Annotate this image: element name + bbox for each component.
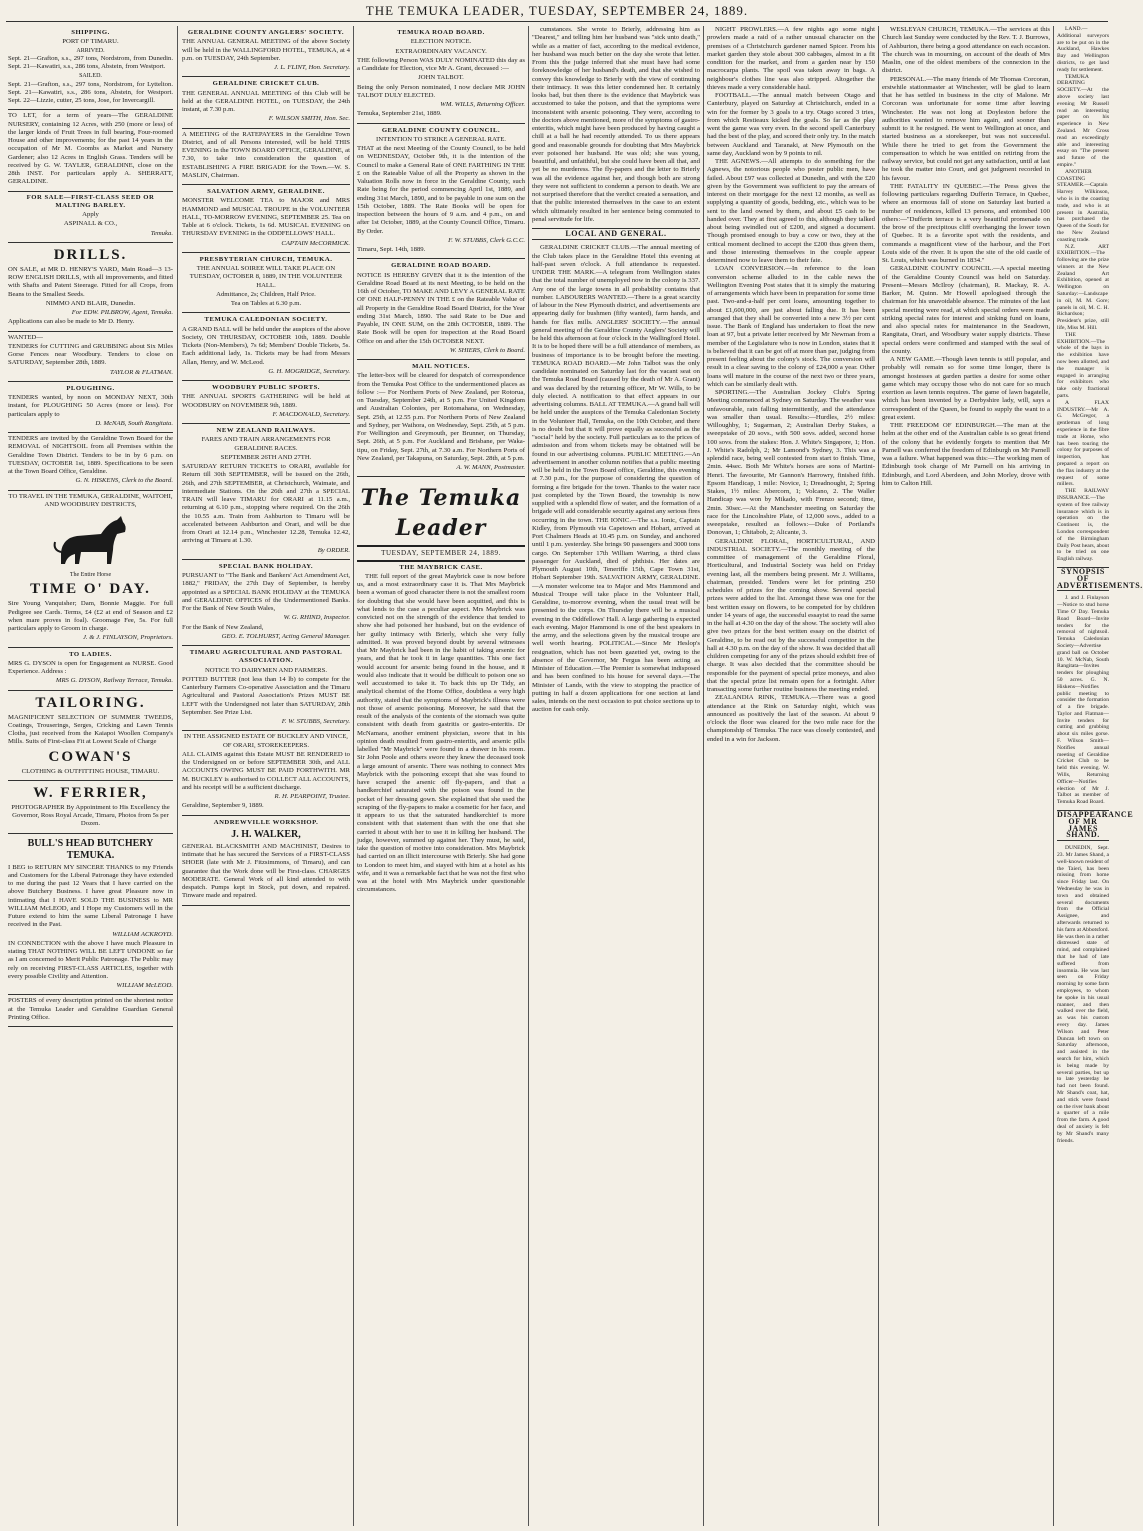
county-council-heading: GERALDINE COUNTY COUNCIL. [381, 126, 501, 134]
barley-name: ASPINALL & CO., [63, 220, 118, 228]
geraldine-road-text: NOTICE IS HEREBY GIVEN that it is the intention of the Geraldine Road Board at its next Meeting, to be held on the 16th of October, TO MAKE AND LEVY A GENERAL RATE OF ONE HALF-PENNY IN THE £ on the Rateable Value of all Property in the Geraldine Road Board District, for the Year ending 31st March, 1890. The said Rate to be Due and Payable, IN ONE SUM, on the 28th OCTOBER, 1889. The Rate Book will be open for inspection at the Road Board Office on and after the 15th OCTOBER NEXT. [357, 271, 525, 345]
wills-sign: WM. WILLS, Returning Officer. [440, 101, 525, 108]
time-o-day-sign: J. & J. FINLAYSON, Proprietors. [82, 634, 173, 642]
barley-ad [8, 192, 173, 243]
rate-heading: INTENTION TO STRIKE A GENERAL RATE. [376, 135, 506, 143]
walker-heading: J. H. WALKER, [231, 828, 301, 840]
loan-item: LOAN CONVERSION.—In reference to the loan conversion scheme alluded to in the cable news the Wellington Evening Post states that it is simply the maturing of arrangements which have been in preparation for some time past. Two-and-a-half per cent loans, amounting together to about £1,600,000, are just about falling due. It has been arranged that they shall be converted into a new 3½ per cent issue. The Bank of England has undertaken to float the new loan at 97, but a private letter received by Mr Newman from a member of the Legislature who is now in London, states that it is believed that it can be got off at more than par, judging from present feeling about the colony's stock. The conversion will result in a clear saving to the colony of £24,000 a year. Other loans will mature in the course of the next two or three years, which can be similarly dealt with. [707, 265, 875, 388]
shipping-section [8, 26, 173, 110]
dairy-heading: NOTICE TO DAIRYMEN AND FARMERS. [204, 666, 328, 674]
synopsis-heading: SYNOPSIS OF ADVERTISEMENTS. [1057, 566, 1143, 590]
salvation-text: MONSTER WELCOME TEA to MAJOR and MRS HAMMOND and MUSICAL TROUPE in the VOLUNTEER HALL, TO-MORROW EVENING, SEPTEMBER 25. Tea on Table at 6 o'clock. Tickets, 1s 6d. MUSICAL EVENING on THURSDAY EVENING in the ODDFELLOWS' HALL. [182, 197, 350, 238]
ploughing-heading: PLOUGHING. [66, 384, 115, 392]
column-7 [1055, 26, 1143, 1526]
freedom-item: THE FREEDOM OF EDINBURGH.—The man at the helm at the other end of the Australian cable is so great friend of the colony that he evidently forgets to mention that Mr Parnell was conferred the freedom of Edinburgh on Mr Parnell was a failure. What happened was this:—The working men of Edinburgh took charge of Mr Parnell on his arriving in Edinburgh, and Lord Aberdeen, and John Morley, drove with him to Calton Hill. [882, 422, 1050, 487]
fares-text: SATURDAY RETURN TICKETS to ORARI, available for Return till 30th SEPTEMBER, will be issued on the 26th, 26th, and 27th SEPTEMBER, at Christchurch, Waimate, and intermediate Stations. On the 26th and 27th a SPECIAL TRAIN will leave TIMARU for ORARI at 11.15 a.m., returning at 6.10 p.m., stopping where required. On the 26th the 10.55 a.m. Train from Ashburton to Timaru will be accelerated between Ashburton and Orari, and will be due from Orari at 12.14 p.m., Winchester 12.28, Temuka 12.42, arriving at Timaru at 1.30. [182, 463, 350, 545]
presbyterian-tea: Tea on Tables at 6.30 p.m. [230, 300, 302, 307]
land-item: LAND.—Additional surveyors are to be put on in the Auckland, Hawkes Bay and Wellington districts, to get land ready for settlement. [1057, 26, 1109, 73]
salvation-sign: CAPTAIN McCORMICK. [281, 239, 350, 247]
anglers-text: THE ANNUAL GENERAL MEETING of the above Society will be held in the WALLINGFORD HOTEL, TEMUKA, at 4 p.m. on TUESDAY, 24th September. [182, 38, 350, 62]
woodbury-sign: F. MACDONALD, Secretary. [272, 410, 350, 418]
zealandia-rink-item: ZEALANDIA RINK, TEMUKA.—There was a good attendance at the Rink on Saturday night, which was announced as positively the last of the season. At about 9 o'clock the floor was cleared for the two mile race for the championship of Temuka. The race was closely contested, and ended in a win for Jackson. [707, 694, 875, 743]
railway-insurance-item: THE RAILWAY INSURANCE.—The system of free railway insurance which is in operation on the Continent is, the London correspondent of the Birmingham Daily Post hears, about to be tried on one English railway. [1057, 488, 1109, 563]
port-heading: PORT OF TIMARU. [62, 38, 119, 46]
bank-sign-2: GEO. E. TOLHURST, Acting General Manager. [221, 632, 350, 640]
cowans-sub: CLOTHING & OUTFITTING HOUSE, TIMARU. [21, 767, 160, 775]
rate-sign: F. W. STUBBS, Clerk G.C.C. [448, 236, 525, 244]
ploughing-ad [8, 382, 173, 433]
gorse-heading: WANTED— [8, 333, 43, 341]
masthead-rule [6, 21, 1108, 22]
column-rule [353, 26, 354, 1526]
quebec-item: THE FATALITY IN QUEBEC.—The Press gives the following particulars regarding Dufferin Terrace, in Quebec, where an enormous fall of stone on Saturday last buried a number of residences, killed 13 persons, and entombed 100 others:—"Dufferin terrace is a very beautiful promenade on the brow of the precipitous cliff overhanging the lower town of Quebec. It is a favorite spot with the residents, and commands a magnificent view of the harbour, and the Fort Louis side of the river. It is upon the site of the old castle of St. Louis, which was burned in 1834." [882, 182, 1050, 264]
cricket-sign: F. WILSON SMITH, Hon. Sec. [268, 115, 350, 123]
column-4 [530, 26, 702, 1526]
ladies-ad [8, 648, 173, 691]
column-rule [528, 26, 529, 1526]
column-rule [177, 26, 178, 1526]
county-rate-ad [357, 124, 525, 260]
agnews-item: THE AGNEWS.—All attempts to do something for the Agnews, the notorious people who poster public men, have failed. About £97 was collected at Dunedin, and with the £20 given by the Government was sufficient to pay the arrears of interest on their mortgage for the next 12 months, as well as supplying a quantity of goods, bedding, etc., which was to be sent to the land owned by them, and about £5 cash to be handed over. They at first agreed to this, although they talked about being swindled out of £200, and signed a document. Though promised enough to buy a cow or two, they at the critical moment declined to accept the £200 thus given them, and those interesting themselves in the couple appear determined now to leave them to their fate. [707, 158, 875, 264]
barley-apply: Apply [82, 211, 99, 218]
estate-ad [182, 731, 350, 815]
geraldine-road-sign: W. SHIERS, Clerk to Board. [449, 346, 525, 354]
ferrier-ad [8, 781, 173, 834]
travel-text: TO TRAVEL IN THE TEMUKA, GERALDINE, WAITOHI, AND WOODBURY DISTRICTS, [8, 492, 173, 508]
election-heading: ELECTION NOTICE. [410, 38, 472, 46]
wills-date: Temuka, September 21st, 1889. [357, 110, 442, 118]
bank-heading: SPECIAL BANK HOLIDAY. [218, 562, 314, 570]
railways-ad [182, 424, 350, 560]
estate-text: ALL CLAIMS against this Estate MUST BE RENDERED to the Undersigned on or before SEPTEMBER 30th, and ALL ACCOUNTS OWING MUST BE PAID FORTHWITH. MR M. BUCKLEY is authorised to COLLECT ALL ACCOUNTS, and his receipt will be a sufficient discharge. [182, 750, 350, 791]
column-rule [1053, 26, 1054, 1526]
cricket-text: THE GENERAL ANNUAL MEETING of this Club will be held at the GERALDINE HOTEL, on TUESDAY, the 24th instant, at 7.30 p.m. [182, 89, 350, 113]
gorse-sign: TAYLOR & FLATMAN. [110, 368, 173, 376]
tailoring-text: MAGNIFICENT SELECTION OF SUMMER TWEEDS, Coatings, Trouserings, Serges, Cricking and Lawn Tennis Cloths, just received from the Kaiapoi Woollen Company's Mills. Suits of First-class Fit at Lowest Scale of Charge [8, 713, 173, 746]
salvation-heading: SALVATION ARMY, GERALDINE. [207, 188, 325, 195]
ladies-heading: TO LADIES. [69, 650, 112, 658]
dairy-sign: F. W. STUBBS, Secretary. [281, 718, 350, 725]
mail-notices [357, 360, 525, 477]
debating-item: TEMUKA DEBATING SOCIETY.—At the above society last evening Mr Russell read an interesting paper on his experience in New Zealand. Mr Cross read an exceedingly able and interesting essay on "The present and future of the empire." [1057, 73, 1109, 168]
butchery-text: I BEG to RETURN MY SINCERE THANKS to my Friends and Customers for the Liberal Patronage they have extended to me during the past 12 Years that I have carried on the above Butchery Business. I have great Pleasure now in intimating that I HAVE SOLD THE BUSINESS to MR WILLIAM McLEOD, and I Hope my Customers will in the Future extend to him the same Liberal Patronage I have received in the Past. [8, 863, 173, 929]
drills-foot: Applications can also be made to Mr D. Henry. [8, 318, 135, 326]
caledonian-sign: G. H. MOGRIDGE, Secretary. [268, 367, 350, 375]
column-1 [6, 26, 175, 1526]
nameplate-rule [357, 545, 525, 547]
vacancy-heading: EXTRAORDINARY VACANCY. [395, 47, 487, 55]
sailed-list: Sept. 21—Grafton, s.s., 297 tons, Nordstrom, for Lyttelton. Sept. 21—Kawatiri, s.s., 286 tons, Abstein, for Westport. Sept. 22—Lizzie, cutter, 25 tons, Jose, for Invercargill. [8, 80, 173, 104]
posters-ad [8, 995, 173, 1027]
fares-heading: FARES AND TRAIN ARRANGEMENTS FOR GERALDINE RACES. [201, 436, 331, 452]
gorse-text: TENDERS for CUTTING and GRUBBING about Six Miles Gorse Fences near Woodbury. Tenders to close on SATURDAY, September 28th, 1889. [8, 342, 173, 367]
mail-text: The letter-box will be cleared for despatch of correspondence from the Temuka Post Office to the undermentioned places as follow :— For Northern Ports of New Zealand, per Rotorua, on Tuesday, September 24th, at 5 p.m. For United Kingdom and Australian Colonies, per Rotomahana, on Wednesday, Sept. 25th, at 12.55 p.m. For Northern Ports of New Zealand and Sydney, per Waihora, on Wednesday, Sept. 25th, at 5 p.m. For Wellington and Greymouth, per Brunner, on Thursday, Sept. 26th, at 5 p.m. For Auckland and Brisbane, per Waka-tipu, on Friday, Sept. 27th, at 7.30 a.m. For Northern Ports of New Zealand, per Takapuna, on Saturday, Sept. 28th, at 5 p.m. [357, 372, 525, 462]
masthead: THE TEMUKA LEADER, TUESDAY, SEPTEMBER 24, 1889. [365, 3, 749, 18]
time-o-day-text: Sire Young Vanquisher; Dam, Bonnie Maggie. For full Pedigree see Cards. Terms, £4 (£2 at end of Season and £2 when mare proves in foal). Groomage Fee, 5s. For full particulars apply to Groom in charge. [8, 600, 173, 632]
maybrick-article: THE full report of the great Maybrick case is now before us, and a most extraordinary case it is. That Mrs Maybrick been a woman of good character there is not the smallest room for doubting that she would have been acquitted, and this is what lends to the case a peculiar aspect. Mrs Maybrick was convicted not on the strength of the evidence that tended to show she had poisoned her husband, but on the evidence of her guilty intimacy with Brierly, which she very fully admitted. It was proved beyond doubt by several witnesses that Mr Maybrick had been in the habit of taking arsenic for years, and that he took it in large quantities. This one fact would account for arsenic being found in the house, and it would also indicate that it would be difficult to poison one so well accustomed to take it. To back this up Dr Tidy, an analytical chemist of the Home Office, doubtless a very high authority, stated that the symptoms of Maybrick's illness were not those of arsenic poisoning. Moreover, he said that the result of the analysis of the contents of the stomach was quite consistent with death from gastritis or gastro-enteritis. Dr McNamara, another eminent physician, swore that in his opinion death resulted from gastro-enteritis, and arsenic pills labelled "Mr Maybrick" were found in a drawer in his room. Sir John Poole and others swore they knew the deceased took a large amount of arsenic. There was nothing to connect Mrs Maybrick with the poisoning except that she was found to have scraped the arsenic off fly-papers, and that a handkerchief saturated with the poison was found in the pocket of her dressing gown. She explained that she used the scraping of the fly-papers to make a cosmetic for her face, and it appears to us that the saturated handkerchief is more consistent with that statement than with the one that she carried it about with her to use it in killing her husband. The judge, however, summed up against her. They must, he said, take the question of motive into consideration. Mrs Maybrick had carried on an illicit intercourse with Brierly. She had gone to London to meet him, and stayed with him at a hotel as his wife, and it was a remarkable fact that he was not the first who was at the hotel with Mrs Maybrick under questionable circumstances. [357, 572, 525, 894]
horse-caption: The Entire Horse [69, 572, 112, 578]
walker-text: GENERAL BLACKSMITH AND MACHINIST, Desires to intimate that he has secured the Services of a FIRST-CLASS SHOER (late with Mr J. Fitzsimmons, of Timaru), and can guarantee that the Work done will be First-class. CHARGES MODERATE. General Work of all kind attended to with despatch. Pumps kept in Stock, put down, and repaired. Tinware made and repaired. [182, 842, 350, 900]
shipping-heading: SHIPPING. [71, 29, 110, 36]
synopsis-text: J. and J. Finlayson—Notice to stud horse Time O' Day. Temuka Road Board—Invite tenders for the removal of nightsoil. Temuka Caledonian Society—Advertise grand ball on October 10. W. McNab, South Rangitata—Invites tenders for ploughing 50 acres. G. N. Hiskens—Notifies public meeting to consider the formation of a fire brigade. Taylor and Flatman—Invite tenders for cutting and grubbing about six miles gorse. F. Wilson Smith—Notifies annual meeting of Geraldine Cricket Club to be held this evening. W. Wills, Returning Officer—Notifies election of Mr J. Talbot as member of Temuka Road Board. [1057, 595, 1109, 806]
anglers-sign: J. L. FLINT, Hon. Secretary. [274, 64, 350, 71]
art-exhibition-item: N.Z. ART EXHIBITION.—The following are the prize winners at the New Zealand Art Exhibition, opened at Wellington on Saturday:—Landscape in oil, M. M. Gore; panels in oil, M. C. H. Richardson; President's prize, still life, Miss M. Hill. [1057, 243, 1109, 332]
arrived-list: Sept. 21—Grafton, s.s., 297 tons, Nordstrom, from Dunedin. Sept. 21—Kawatiri, s.s., 286 tons, Abstein, from Westport. [8, 54, 173, 70]
column-2 [180, 26, 352, 1526]
vacancy-text: THE following Person WAS DULY NOMINATED this day as a Candidate for Election, vice Mr A. Grant, deceased :— [357, 56, 525, 72]
talbot-name: JOHN TALBOT. [418, 74, 464, 82]
column-3 [355, 26, 527, 1526]
drills-ad [8, 243, 173, 332]
timaru-ag-heading: TIMARU AGRICULTURAL AND PASTORAL ASSOCIATION. [189, 649, 343, 665]
arrived-heading: ARRIVED. [76, 47, 105, 54]
fares-dates: SEPTEMBER 26TH AND 27TH. [220, 453, 312, 461]
nightsoil-text: TENDERS are invited by the Geraldine Town Board for the REMOVAL of NIGHTSOIL from all Premises within the Geraldine Town District. Tenders to be in by 6 p.m. on TUESDAY, OCTOBER 1st, 1889. Specifications to be seen at the Town Board Office, Geraldine. [8, 435, 173, 475]
wesleyan-item: WESLEYAN CHURCH, TEMUKA.—The services at this Church last Sunday were conducted by the Rev. T. J. Burrows, of Ashburton, there being a good attendance on each occasion. The church was in mourning, on account of the death of Mrs Maslin, one of the oldest members of the connexion in the district. [882, 26, 1050, 75]
butchery-sign: WILLIAM ACKROYD. [112, 930, 173, 938]
presbyterian-text: THE ANNUAL SOIREE WILL TAKE PLACE ON TUESDAY, OCTOBER 8, 1889, IN THE VOLUNTEER HALL. [189, 265, 343, 289]
bank-sign-1: W. G. RHIND, Inspector. [283, 614, 350, 622]
maybrick-continued: cumstances. She wrote to Brierly, addressing him as "Dearest," and telling him her husband was "sick unto death," while as a matter of fact, according to the medical evidence, her husband was much better on the day she wrote that letter. From this the judge inferred that she must have had some foreknowledge of her husband's death, and that she wished to convey this knowledge to Brierly with the view of continuing their intimacy. It was this letter condemned her. It certainly looks bad, but then there is the evidence that Maybrick was accustomed to take the poison, and that the symptoms were inconsistent with arsenic poisoning. They were, according to the doctors above mentioned, more of the symptoms of gastro-enteritis, which might have been produced by having caught a chill at a ball he had recently attended. To us there appears good and reasonable grounds for doubting that Mrs Maybrick ever poisoned her husband. He was old; she was young, beautiful, and unfaithful, but she could have been all that, and yet be no murderess. The fly-papers and the letter to Brierly was all the evidence against her, and though both are strong they were not sufficient to condemn a person to death. We are not surprised therefore that the verdict created a sensation, and that the public interested themselves in the case to an extent which ultimately resulted in her sentence being commuted to penal servitude for life. [532, 26, 700, 223]
anglers-heading: GERALDINE COUNTY ANGLERS' SOCIETY. [187, 29, 345, 36]
railways-heading: NEW ZEALAND RAILWAYS. [216, 427, 316, 434]
connection-text: IN CONNECTION with the above I have much Pleasure in stating THAT NOTHING WILL BE LEFT UNDONE so far as I am concerned to Merit Public Patronage. The Public may rely on receiving FIRST-CLASS ARTICLES, together with every possible Civility and Attention. [8, 939, 173, 980]
barley-place: Temuka. [150, 229, 173, 237]
ratepayers-ad [182, 129, 350, 186]
column-5 [705, 26, 877, 1526]
ratepayers-text: A MEETING of the RATEPAYERS in the Geraldine Town District, and of all Persons interested, will be held THIS EVENING in the TOWN BOARD OFFICE, GERALDINE, at 7.30, to take into consideration the question of ESTABLISHING A FIRE BRIGADE for the Town.—W. S. MASLIN, Chairman. [182, 130, 350, 179]
cowans-heading: COWAN'S [48, 748, 133, 765]
time-o-day-heading: TIME O' DAY. [30, 581, 151, 598]
stud-horse-ad [8, 491, 173, 648]
bank-text: PURSUANT to "The Bank and Bankers' Act Amendment Act, 1882," FRIDAY, the 27th Day of September, is hereby appointed as a SPECIAL BANK HOLIDAY at the TEMUKA and GERALDINE OFFICES of the Undermentioned Banks. For the Bank of New South Wales, [182, 572, 350, 612]
salvation-ad [182, 185, 350, 253]
nightsoil-sign: G. N. HISKENS, Clerk to the Board. [75, 477, 173, 485]
woodbury-ad [182, 381, 350, 424]
mail-sign: A. W. MANN, Postmaster. [456, 464, 525, 471]
drills-heading: DRILLS. [53, 246, 128, 263]
local-general-heading: LOCAL AND GENERAL. [532, 228, 700, 240]
tailoring-ad [8, 691, 173, 781]
drills-name: NIMMO AND BLAIR, Dunedin. [45, 299, 136, 307]
cricket-ad [182, 77, 350, 128]
presbyterian-heading: PRESBYTERIAN CHURCH, TEMUKA. [199, 255, 333, 263]
estate-sign: R. H. PEARPOINT, Trustee. [274, 793, 350, 800]
geraldine-road-heading: GERALDINE ROAD BOARD. [391, 262, 491, 270]
woodbury-text: THE ANNUAL SPORTS GATHERING will be held at WOODBURY on NOVEMBER 9th, 1889. [182, 393, 350, 409]
presbyterian-ad [182, 253, 350, 314]
dairy-text: POTTED BUTTER (not less than 14 lb) to compete for the Canterbury Farmers Co-operative Association and the Timaru Agricultural and Pastoral Association's Prizes MUST BE LEFT with the Undersigned not later than SATURDAY, 28th September. See Prize List. [182, 675, 350, 716]
coasting-item: ANOTHER COASTING STEAMER.—Captain Harvey Wilkinson, who is in the coasting trade, and who is at present in Australia, has purchased the Queen of the South for the New Zealand coasting trade. [1057, 168, 1109, 243]
ferrier-heading: W. FERRIER, [33, 784, 148, 801]
butchery-ad [8, 834, 173, 996]
nameplate-rule [357, 560, 525, 562]
woodbury-heading: WOODBURY PUBLIC SPORTS. [212, 384, 320, 391]
county-council-item: GERALDINE COUNTY COUNCIL.—A special meeting of the Geraldine County Council was held on Saturday. Present—Messrs McIlroy (chairman), R. Mackay, R. A. Barker, M. Quinn. Mr Howell apologised through the chairman for his unavoidable absence. The minutes of the last special meeting were read, at which special orders were made striking special rates for interest and sinking fund on loans, and also special rates for maintenance in the Seadown, Rangitata, Orari, and Woodbury water supply districts. These special orders were confirmed and stamped with the seal of the county. [882, 265, 1050, 355]
talbot-text: Being the only Person nominated, I now declare MR JOHN TALBOT DULY ELECTED. [357, 83, 525, 99]
connection-sign: WILLIAM McLEOD. [116, 982, 173, 989]
nameplate: The Temuka Leader [360, 485, 522, 542]
drills-text: ON SALE, at MR D. HENRY'S YARD, Main Road—3 13-ROW ENGLISH DRILLS, with all improvements, and fitted with Shafts and Patent Steerage. Fitted for all Crops, from Beans to the Smallest Seeds. [8, 265, 173, 298]
ladies-sign: MRS G. DYSON, Railway Terrace, Temuka. [55, 677, 173, 685]
nursery-ad [8, 110, 173, 191]
cricket-heading: GERALDINE CRICKET CLUB. [212, 80, 320, 88]
geraldine-road-ad [357, 259, 525, 360]
butchery-heading: BULL'S HEAD BUTCHERY TEMUKA. [27, 837, 154, 861]
bank-nz: For the Bank of New Zealand, [182, 623, 264, 631]
sailed-heading: SAILED. [79, 73, 102, 80]
rate-text: THAT at the next Meeting of the County Council, to be held on WEDNESDAY, October 9th, it is the intention of the Council to make a General Rate of ONE FARTHING IN THE £ on the Rateable Value of all the Property as shown in the Valuation Rolls now in force in the Geraldine County, such Rate being for the period commencing April 1st, 1889, and ending 31st March, 1890, and to be payable in one sum on the 15th October, 1889. The Rate Books will be open for inspection between the hours of 9 a.m. and 4 p.m., on and after 1st October, 1889, at the County Council Office, Timaru. By Order. [357, 145, 525, 235]
ploughing-text: TENDERS wanted, by noon on MONDAY NEXT, 30th instant, for PLOUGHING 50 Acres (more or less). For particulars apply to [8, 394, 173, 418]
estate-date: Geraldine, September 9, 1889. [182, 802, 264, 810]
disappearance-heading: DISAPPEARANCE OF MR JAMES SHAND. [1057, 810, 1134, 840]
caledonian-text: A GRAND BALL will be held under the auspices of the above Society, ON THURSDAY, OCTOBER 10th, 1889. Double Tickets (Non-Members), 7s 6d; Members' Double Tickets, 5s. Each additional lady, 1s. Tickets may be had from Messrs Allan, Henry, and W. McLeod. [182, 325, 350, 366]
sporting-item: SPORTING.—The Australian Jockey Club's Spring Meeting commenced at Sydney on Saturday. The weather was unfavourable, rain falling intermittently, and the attendance was smaller than usual. Results:—Hurdles, 2½ miles: Willoughby, 1; Sugarman, 2; Australian Derby Stakes, a sweepstake of 20 sovs., with 500 sovs. added, second horse 100 sovs. from the stakes: Hon. J. White's Singapore, 1; Hon. J. White's Radolph, 2; Mr Lamond's Sydney, 3. This was a splendid race, being well contested from start to finish. Time, 2min. 44sec. Both Mr White's horses are sons of Martini-Henri. The favourite, Mr Gannon's Harrowry, finished fifth. Epsom Handicap, 1 mile: Novice, 1; Dreadnought, 2; Spring Stakes, 1½ miles: Abercorn, 1; Volcano, 2. The Waller Handicap was won by Mikado, with Frenzo second; time, 2min. 30sec.—At the Manchester meeting on Saturday the race for the Lincolnshire Plate, of 12,000 sovs., added to a sweepstake, resulted as follows:—Duke of Portland's Donovan, 1; Chitabob, 2; Alicante, 3. [707, 389, 875, 537]
caledonian-heading: TEMUKA CALEDONIAN SOCIETY. [204, 316, 328, 324]
disappearance-text: DUNEDIN, Sept. 23. Mr James Shand, a well-known resident of the Taieri, has been missing from home since Friday last. On Wednesday he was in town and obtained several documents from the Official Assignee, and afterwards returned to his farm at Abbotsford. He was then in a rather distressed state of mind, and complained that he had of late suffered from insomnia. He was last seen on Friday morning by some farm employees, to whom he spoke in his usual manner, and then walked over the field, as was his custom every day. James Wilson and Peter Duncan left town on Saturday afternoon, and assisted in the search for him, which is being made by several parties, but up to late yesterday he had not been found. Mr Shand's coat, hat, and stick were found on the river bank about a quarter of a mile from the farm. A good deal of anxiety is felt by Mr Shand's many friends. [1057, 845, 1109, 1144]
presbyterian-admit: Admittance, 2s; Children, Half Price. [216, 290, 316, 298]
column-6 [880, 26, 1052, 1526]
caledonian-ad [182, 313, 350, 381]
anglers-ad [182, 26, 350, 77]
road-board-election-ad [357, 26, 525, 124]
andrewville-heading: ANDREWVILLE WORKSHOP. [213, 818, 319, 826]
nursery-text: TO LET, for a term of years—The GERALDINE NURSERY, containing 12 Acres, with 250 (more or less) of the larger kinds of Fruit Trees in full bearing, Four-roomed House and other improvements; for the past 14 years in the occupation of Mr M. Coombs as Market and Nursery Gardener; also 12 Acres in English Grass. Tenders will be received by G. W. TAYLER, GERALDINE, close on the 28th INST. For particulars apply A. SHERRATT, GERALDINE. [8, 112, 173, 186]
fares-sign: By ORDER. [317, 546, 350, 554]
flax-item: A FLAX INDUSTRY.—Mr A. G. McGregor, a gentleman of long experience in the fibre trade at Home, who has been touring the colony for purposes of inspection, has prepared a report on the flax industry at the request of some millers. [1057, 399, 1109, 488]
new-game-item: A NEW GAME.—Though lawn tennis is still popular, and probably will remain so for some time longer, there is amongst hostesses at garden parties a desire for some other game which may occupy those who do not care for so much exertion as lawn tennis requires. The game of lawn bagatelle, which has been invented by a Derbyshire lady, will, says a correspondent of the Queen, be found to supply the want to a great extent. [882, 356, 1050, 421]
column-rule [703, 26, 704, 1526]
horse-icon [51, 512, 131, 568]
personal-item: PERSONAL.—The many friends of Mr Thomas Corcoran, erstwhile stationmaster at Winchester, will be glad to learn that he has settled in business in the city of Malone. Mr Corcoran was unfortunate for some time after leaving Winchester. He was not long at Doyleston before the authorities wanted to remove him again, and sooner than submit to it he resigned. He went to Wellington at once, and started business as a storekeeper, but was not successful. While there he tried to get from the Government the compensation to which he was entitled on retiring from the railway service, but could not get any satisfaction, until at last he took the matter into Court, and got judgment recorded in his favour. [882, 75, 1050, 182]
estate-heading: IN THE ASSIGNED ESTATE OF BUCKLEY AND VINCE, OF ORARI, STOREKEEPERS. [184, 733, 348, 749]
exhibition-item: THE EXHIBITION.—The whole of the bays in the exhibition have now been allotted, and the manager is engaged in arranging for exhibitors who take only fractional parts. [1057, 331, 1109, 400]
drills-agent: For EDW. PILBROW, Agent, Temuka. [71, 309, 173, 316]
nameplate-date: TUESDAY, SEPTEMBER 24, 1889. [381, 549, 501, 558]
nightsoil-ad [8, 433, 173, 491]
mail-heading: MAIL NOTICES. [412, 363, 470, 370]
road-board-heading: TEMUKA ROAD BOARD. [397, 29, 485, 36]
barley-text: FOR SALE—FIRST-CLASS SEED OR MALTING BARLEY. [26, 193, 155, 209]
floral-society-item: GERALDINE FLORAL, HORTICULTURAL, AND INDUSTRIAL SOCIETY.—The monthly meeting of the committee of management of the Geraldine Floral, Horticultural, and Industrial Society was held on Friday evening last, all the members being present. Mr J. Williams, chairman, presided. Tenders were let for printing 250 schedules of prizes for the coming show. Several special prizes were added to the list. Amongst these was one for the best written essay on flowers, to be competed for by children under 14 years of age, the successful essayist to read the same in the hall at 4.30 on the day of the show. The society will also give two prizes for the best written essay on the district of Geraldine, to be read out by the successful competitor in the hall at 4.30 p.m. on the day of the show. It was decided that all children competing for any of the prizes should exhibit free of charge. It was also decided that the committee should be responsible for the payment of special prize moneys, and also that the special prize list remain open for a fortnight. After transacting some further routine business the meeting ended. [707, 537, 875, 693]
posters-text: POSTERS of every description printed on the shortest notice at the Temuka Leader and Geraldine Guardian General Printing Office. [8, 997, 173, 1021]
local-general-text: GERALDINE CRICKET CLUB.—The annual meeting of the Club takes place in the Geraldine Hotel this evening at half-past seven o'clock. A full attendance is requested. UNDER THE MARK.—A telegram from Wellington states that the total number of unemployed now in the colony is 337. Any one of the large towns in all probability contains that number. LABOURERS WANTED.—There is a great scarcity of labour in the New Plymouth district, and advertisements are appearing daily for bushmen (fifty wanted), farm hands, and hands for flax mills. ANGLERS' SOCIETY.—The annual general meeting of the Geraldine County Anglers' Society will be held this afternoon at four o'clock in the Wallingford Hotel. It is to be hoped there will be a full attendance of members, as business of importance is to be brought before the meeting. TEMUKA ROAD BOARD.—Mr John Talbot was the only candidate nominated on Saturday last for the vacant seat on the Temuka Road Board (caused by the death of Mr A. Grant) and was declared by the returning officer, Mr W. Wills, to be duly elected. A notification to that effect appears in our advertising columns. BALL AT TEMUKA.—A grand ball will be held under the auspices of the Temuka Caledonian Society in the Volunteer Hall, Temuka, on the 10th October, and there is no doubt but that it will prove equally as successful as the "social" held by the society. Full particulars as to the prices of admission and from whom tickets may be obtained will be found in our advertising columns. PUBLIC MEETING.—An advertisement in another column notifies that a public meeting will be held in the Town Board office, Geraldine, this evening at 7.30 p.m., for the purpose of considering the question of forming a fire brigade for the town. Thanks to the water race just completed by the Town Board, the township is now supplied with a splendid flow of water, and the formation of a brigade will add considerable security against any serious fires occurring in the town. THE IONIC.—The s.s. Ionic, Captain Kidley, from Plymouth via Capetown and Hobart, arrived at Port Chalmers Heads at 10.45 p.m. on Sunday, and anchored until 1 p.m. yesterday. She brings 90 passengers and 3000 tons cargo. On September 17th William Warring, a third class passenger for Auckland, died of phthisis. Her dates are Plymouth August 10th, Teneriffe 15th, Cape Town 31st, Hobart September 19th. SALVATION ARMY, GERALDINE.—A monster welcome tea to Major and Mrs Hammond and Musical Troupe will take place in the Volunteer Hall, Geraldine, to-morrow evening, when the usual treat will be presented to the corps. On Thursday there will be a musical evening in the Oddfellows' Hall. A large gathering is expected each evening. Major Hammond is one of the best speakers in the army, and the selections given by the musical troupe are well worth hearing. POLITICAL.—Since Mr Heslop's resignation, which has not been gazetted yet, owing to the absence of the Governor, Mr Fergus has been acting as Minister of Education.—The Premier is somewhat indisposed and has been confined to his house for several days.—The Minister of Lands, with the view to stopping the practice of putting in half a dozen applications for one section at land sales, intends on the next occasion to put choice sections up to auction for cash only. [532, 244, 700, 714]
column-rule [878, 26, 879, 1526]
bank-holiday-ad [182, 560, 350, 646]
night-prowlers-item: NIGHT PROWLERS.—A few nights ago some night prowlers made a raid of a rather unusual character on the premises of a Christchurch gardener named Spicer. From his market garden they stole about 300 cabbages, almost in a fit condition for the market, and from a garden near by 150 macrocarpa plants. The spoil was taken away in bags. A neighbour's clothes line was also stripped. Altogether the thieves made a very considerable haul. [707, 26, 875, 91]
ladies-text: MRS G. DYSON is open for Engagement as NURSE. Good Experience. Address : [8, 659, 173, 675]
dairy-ad [182, 646, 350, 731]
andrewville-ad [182, 816, 350, 906]
football-item: FOOTBALL.—The annual match between Otago and Canterbury, played on Saturday at Christchurch, ended in a win for the former by 3 goals to a try. Otago scored 3 tries, from which Restieaux kicked the goals. So far as the play went the game was very even. In the second spell Canterbury had the best of the play, and scored their only try. In the match between Auckland and Taranaki, at New Plymouth on the same day, Auckland won by 9 points to nil. [707, 92, 875, 157]
gorse-tender-ad [8, 332, 173, 382]
maybrick-heading: THE MAYBRICK CASE. [399, 563, 483, 571]
ferrier-text: PHOTOGRAPHER By Appointment to His Excellency the Governor, Ross Royal Arcade, Timaru, Photos from 5s per Dozen. [11, 803, 170, 828]
ploughing-sign: D. McNAB, South Rangitata. [95, 419, 173, 427]
rate-date: Timaru, Sept. 14th, 1889. [357, 246, 426, 253]
tailoring-heading: TAILORING. [35, 694, 146, 711]
